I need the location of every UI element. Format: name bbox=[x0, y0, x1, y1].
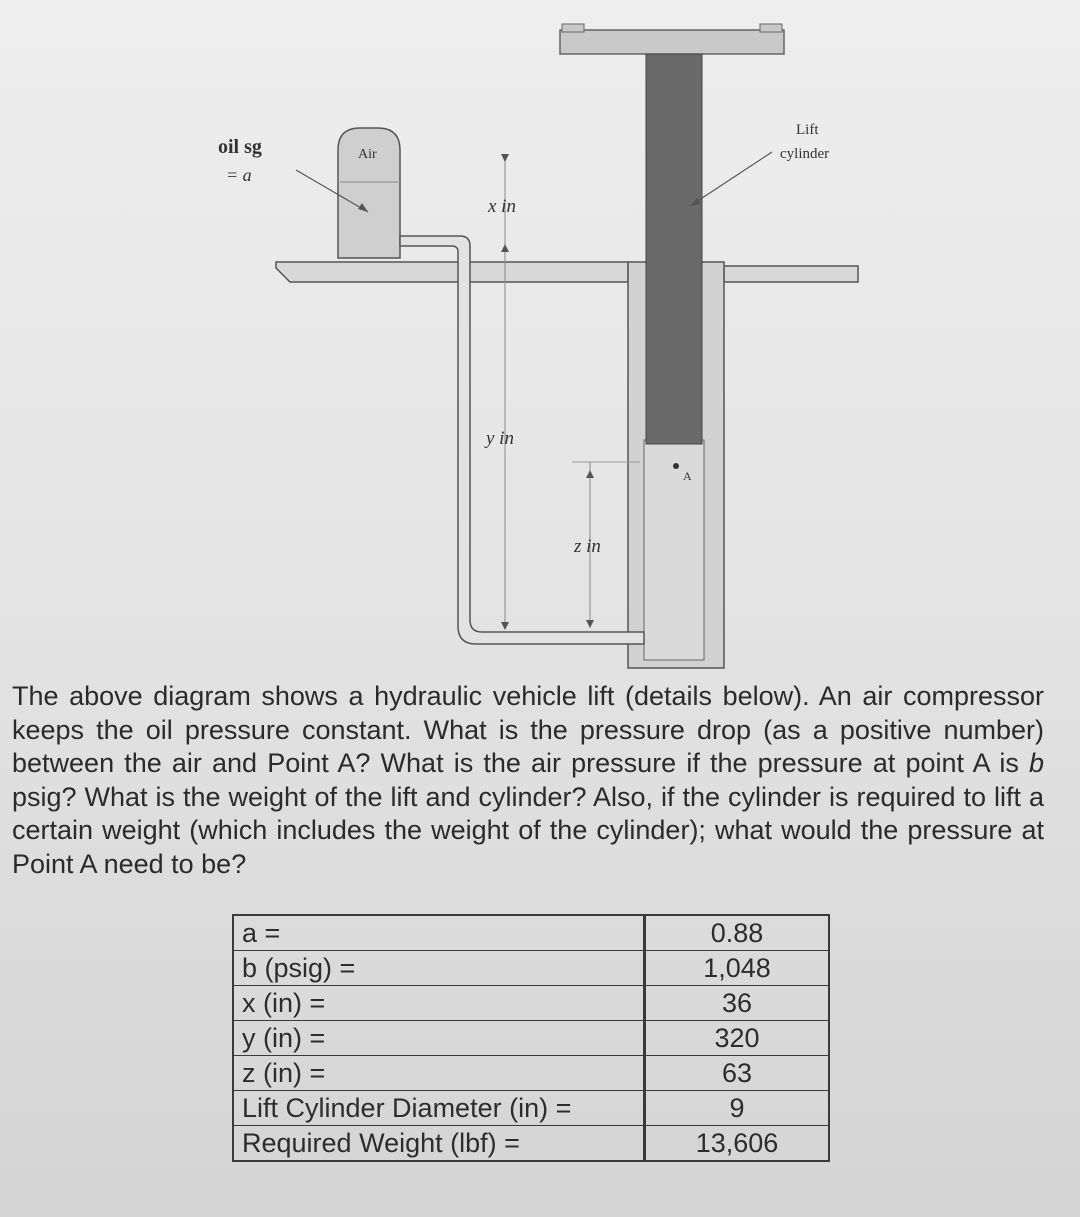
y-dimension-label: y in bbox=[486, 428, 514, 449]
lift-cylinder-label-1: Lift bbox=[796, 122, 819, 138]
table-row bbox=[233, 951, 829, 986]
oil-pipe bbox=[400, 236, 644, 644]
lift-cylinder bbox=[646, 54, 702, 444]
platform-notch-left bbox=[562, 24, 584, 32]
table-row bbox=[233, 1056, 829, 1091]
oil-in-well bbox=[644, 440, 704, 660]
z-arrow-bottom bbox=[586, 620, 594, 628]
x-arrow-top bbox=[501, 154, 509, 162]
table-row bbox=[233, 986, 829, 1021]
problem-statement bbox=[12, 680, 1044, 881]
table-row bbox=[233, 1021, 829, 1056]
table-row bbox=[233, 1091, 829, 1126]
param-value: 36 bbox=[645, 986, 830, 1021]
ground-slab bbox=[276, 262, 628, 282]
z-dimension-label: z in bbox=[574, 536, 601, 557]
x-arrow-bottom bbox=[501, 244, 509, 252]
lift-cylinder-label-2: cylinder bbox=[780, 146, 830, 162]
param-value: 0.88 bbox=[645, 915, 830, 951]
param-label: z (in) = bbox=[233, 1056, 645, 1091]
param-value: 1,048 bbox=[645, 951, 830, 986]
param-value: 320 bbox=[645, 1021, 830, 1056]
param-label: a = bbox=[233, 915, 645, 951]
table-row bbox=[233, 915, 829, 951]
question-part-2: psig? What is the weight of the lift and cylinder? Also, if the cylinder is required to lift a certain weight (which includes the weight of the cylinder); what would the pressure at Point A need to be? bbox=[12, 781, 1044, 879]
variable-b: b bbox=[1028, 748, 1044, 778]
air-label: Air bbox=[358, 147, 377, 162]
parameters-table bbox=[232, 914, 830, 1162]
z-arrow-top bbox=[586, 470, 594, 478]
table-row bbox=[233, 1126, 829, 1162]
oil-sg-label: oil sg bbox=[218, 136, 262, 158]
lift-platform bbox=[560, 30, 784, 54]
ground-slab-right bbox=[724, 266, 858, 282]
param-value: 9 bbox=[645, 1091, 830, 1126]
param-label: x (in) = bbox=[233, 986, 645, 1021]
oil-sg-value: = a bbox=[226, 165, 252, 185]
question-part-1: The above diagram shows a hydraulic vehicle lift (details below). An air compressor keeps the oil pressure constant. What is the pressure drop (as a positive number) between the air and Point A? What is the air pressure if the pressure at point A is bbox=[12, 681, 1044, 778]
point-a-marker bbox=[673, 463, 679, 469]
x-dimension-label: x in bbox=[488, 196, 516, 217]
param-label: b (psig) = bbox=[233, 951, 645, 986]
param-value: 63 bbox=[645, 1056, 830, 1091]
param-label: y (in) = bbox=[233, 1021, 645, 1056]
param-label: Required Weight (lbf) = bbox=[233, 1126, 645, 1162]
param-value: 13,606 bbox=[645, 1126, 830, 1162]
y-arrow-bottom bbox=[501, 622, 509, 630]
platform-notch-right bbox=[760, 24, 782, 32]
param-label: Lift Cylinder Diameter (in) = bbox=[233, 1091, 645, 1126]
point-a-label: A bbox=[683, 469, 692, 483]
